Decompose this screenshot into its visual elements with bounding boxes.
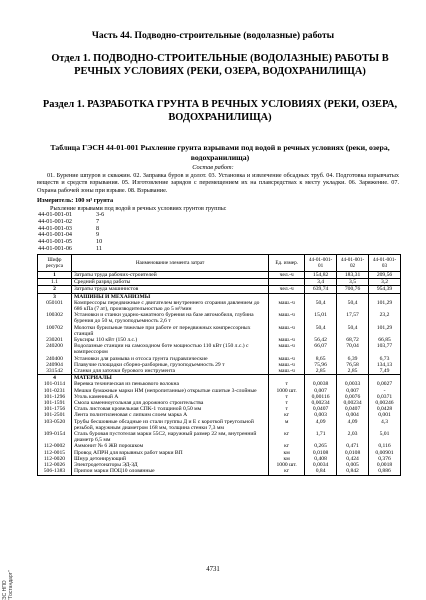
value-cell: 50,4 (337, 300, 369, 312)
table-row (38, 279, 401, 286)
resource-name-cell: Аммонит № 6 ЖВ порошком (71, 443, 268, 449)
unit-cell: маш.-ч (269, 337, 305, 343)
unit-cell (269, 375, 305, 382)
resource-code-cell: 112-0015 (38, 450, 72, 456)
header-cell: 44-01-001-03 (369, 255, 401, 272)
table-row (38, 272, 401, 279)
value-cell: 0,00116 (305, 394, 337, 400)
unit-cell: т (269, 406, 305, 412)
table-row (38, 388, 401, 394)
value-cell: - (369, 388, 401, 394)
resource-name-cell: Установки для размыва и отсоса грунта гидравлические (71, 356, 268, 362)
unit-cell (269, 293, 305, 300)
resource-name-cell: Установки и станки ударно-канатного бурения на базе автомобиля, глубина бурения до 50 м, грузоподъемность 2,6 т (71, 312, 268, 324)
unit-cell: т (269, 394, 305, 400)
value-cell: 1,71 (305, 431, 337, 443)
unit-cell: маш.-ч (269, 356, 305, 362)
resource-code-cell: 050101 (38, 300, 72, 312)
value-cell: 0,0027 (369, 381, 401, 387)
value-cell: 0,0108 (305, 450, 337, 456)
resource-code-cell: 240200 (38, 343, 72, 355)
resource-code-cell: 1 (38, 272, 72, 279)
resource-name-cell: Средний разряд работы (71, 279, 268, 286)
value-cell (369, 375, 401, 382)
works-text: 01. Бурение шпуров и скважин. 02. Заправка буров и долот. 03. Установка и извлечение обсадных труб. 04. Подготовка взрывчатых веществ и средств взрывания. 05. Изготовление зарядов с перемещением их на плавсредствах к месту укладки. 06. Заряжение. 07. Охрана рабочей зоны при взрыве. 08. Взрывание. (37, 172, 399, 194)
value-cell: 0,004 (337, 412, 369, 418)
resource-code-cell: 101-1756 (38, 406, 72, 412)
resource-name-cell: Буксиры 110 кВт (150 л.с.) (71, 337, 268, 343)
resource-name-cell: Сталь листовая кровельная СПК-1 толщиной 0,50 мм (71, 406, 268, 412)
part-heading: Часть 44. Подводно-строительные (водолазные) работы (91, 30, 335, 41)
resource-name-cell: Затраты труда рабочих-строителей (71, 272, 268, 279)
value-cell: 0,0371 (369, 394, 401, 400)
code-value: 44-01-001-06 (38, 244, 73, 252)
resource-table (37, 254, 401, 476)
value-cell: 0,265 (305, 443, 337, 449)
value-cell: 3,4 (305, 279, 337, 286)
value-cell: 0,0407 (305, 406, 337, 412)
value-cell: 5,01 (369, 431, 401, 443)
razdel-title: Раздел 1. РАЗРАБОТКА ГРУНТА В РЕЧНЫХ УСЛОВИЯХ (РЕКИ, ОЗЕРА, ВОДОХРАНИЛИЩА) (42, 99, 398, 123)
unit-cell: км (269, 456, 305, 462)
unit-cell: маш.-ч (269, 325, 305, 337)
resource-name-cell: Затраты труда машинистов (71, 286, 268, 293)
unit-cell: маш.-ч (269, 312, 305, 324)
code-group: 11 (96, 244, 102, 252)
unit-cell: кг (269, 412, 305, 418)
unit-cell: чел.-ч (269, 286, 305, 293)
header-cell: Ед. измер. (269, 255, 305, 272)
izmeritel-value: 100 м³ грунта (74, 197, 114, 204)
unit-cell: маш.-ч (269, 343, 305, 355)
value-cell: 6,39 (337, 356, 369, 362)
value-cell: 0,376 (369, 456, 401, 462)
resource-code-cell: 112-0020 (38, 456, 72, 462)
value-cell: 0,00234 (337, 400, 369, 406)
value-cell: 15,01 (305, 312, 337, 324)
header-cell: 44-01-001-02 (337, 255, 369, 272)
codes-subtitle: Рыхление взрывами под водой в речных условиях грунтов группы: (50, 205, 227, 212)
value-cell: 0,00234 (305, 400, 337, 406)
table-row (38, 431, 401, 443)
value-cell: 0,842 (337, 468, 369, 475)
table-row (38, 468, 401, 475)
resource-code-cell: 3 (38, 293, 72, 300)
value-cell (305, 293, 337, 300)
value-cell: 50,4 (305, 325, 337, 337)
code-value: 44-01-001-05 (38, 238, 73, 246)
resource-name-cell: Компрессоры передвижные с двигателем внутреннего сгорания давлением до 686 кПа (7 ат), производительностью до 5 м³/мин (71, 300, 268, 312)
resource-code-cell: 112-0026 (38, 462, 72, 468)
unit-cell (269, 279, 305, 286)
resource-name-cell: Лента полиэтиленовая с липким слоем марка А (71, 412, 268, 418)
resource-code-cell: 240904 (38, 362, 72, 368)
resource-code-cell: 100302 (38, 312, 72, 324)
unit-cell: 1000 шт. (269, 388, 305, 394)
value-cell: 101,29 (369, 325, 401, 337)
resource-name-cell: Сталь буровая пустотелая марки 55С2, наружный размер 22 мм, внутренний диаметр 6,5 мм (71, 431, 268, 443)
resource-name-cell: Шнур детонирующий (71, 456, 268, 462)
resource-name-cell: Молотки бурильные тяжелые при работе от передвижных компрессорных станций (71, 325, 268, 337)
resource-code-cell: 101-1591 (38, 400, 72, 406)
value-cell: 0,007 (305, 388, 337, 394)
value-cell: 0,00246 (369, 400, 401, 406)
table-row (38, 419, 401, 431)
code-value: 44-01-001-01 (38, 211, 73, 218)
resource-name-cell: Провод АПРН для взрывных работ марки ВП (71, 450, 268, 456)
value-cell: 2,85 (305, 368, 337, 375)
unit-cell: м (269, 419, 305, 431)
table-row (38, 312, 401, 324)
resource-code-cell: 101-0114 (38, 381, 72, 387)
code-group: 10 (96, 238, 103, 246)
value-cell: 134,13 (369, 362, 401, 368)
value-cell: 639,74 (305, 286, 337, 293)
value-cell: 0,007 (337, 388, 369, 394)
header-cell: Наименование элемента затрат (71, 255, 268, 272)
value-cell: 0,0018 (369, 462, 401, 468)
code-group: 7 (96, 217, 100, 225)
value-cell: 4,3 (369, 419, 401, 431)
resource-name-cell: Смола каменноугольная для дорожного строительства (71, 400, 268, 406)
resource-name-cell: Трубы бесшовные обсадные из стали группы Д и Е с короткой треугольной резьбой, наружным диаметром 168 мм, толщина стенки 7,3 мм (71, 419, 268, 431)
resource-code-cell: 100702 (38, 325, 72, 337)
code-group: 8 (96, 224, 100, 232)
value-cell: 154,82 (305, 272, 337, 279)
value-cell: 0,003 (305, 412, 337, 418)
value-cell: 700,76 (337, 286, 369, 293)
value-cell: 6,73 (369, 356, 401, 362)
izmeritel-label: Измеритель: (37, 197, 74, 204)
otdel-title: Отдел 1. ПОДВОДНО-СТРОИТЕЛЬНЫЕ (ВОДОЛАЗНЫЕ) РАБОТЫ В РЕЧНЫХ УСЛОВИЯХ (РЕКИ, ОЗЕРА, ВОДОХРАНИЛИЩА) (51, 53, 389, 77)
code-row (38, 246, 104, 253)
value-cell: 0,0038 (305, 381, 337, 387)
value-cell: 3,2 (369, 279, 401, 286)
value-cell: 76,58 (337, 362, 369, 368)
table-row (38, 300, 401, 312)
value-cell: 103,77 (369, 343, 401, 355)
value-cell: 3,5 (337, 279, 369, 286)
code-group: 9 (96, 231, 100, 239)
sostav-label: Состав работ: (192, 164, 234, 171)
table-row (38, 293, 401, 300)
header-cell: Шифр ресурса (38, 255, 72, 272)
value-cell: 17,57 (337, 312, 369, 324)
value-cell: 0,0076 (337, 394, 369, 400)
value-cell: 954,39 (369, 286, 401, 293)
code-value: 44-01-001-04 (38, 231, 73, 239)
resource-code-cell: 331542 (38, 368, 72, 375)
table-row (38, 368, 401, 375)
unit-cell: т (269, 381, 305, 387)
unit-cell: кг (269, 468, 305, 475)
code-group: 3-6 (96, 211, 105, 218)
table-row (38, 286, 401, 293)
unit-cell: 1000 шт. (269, 462, 305, 468)
resource-code-cell: 230201 (38, 337, 72, 343)
value-cell: 0,0033 (337, 381, 369, 387)
resource-code-cell: 103-0520 (38, 419, 72, 431)
resource-code-cell: 101-2501 (38, 412, 72, 418)
value-cell: 0,0034 (305, 462, 337, 468)
page-number: 4731 (206, 566, 220, 573)
header-cell: 44-01-001-01 (305, 255, 337, 272)
value-cell: 0,116 (369, 443, 401, 449)
resource-name-cell: Плавучие площадки сборно-разборные, грузоподъемность 29 т (71, 362, 268, 368)
value-cell: 50,4 (337, 325, 369, 337)
value-cell: 0,471 (337, 443, 369, 449)
resource-name-cell: Мешки бумажные марки НМ (непропитанные) открытые сшитые 3-слойные (71, 388, 268, 394)
value-cell (337, 375, 369, 382)
resource-name-cell: Припои марки ПОЦ10 оловянные (71, 468, 268, 475)
table-row (38, 343, 401, 355)
izmeritel (37, 197, 113, 204)
value-cell: 0,424 (337, 456, 369, 462)
unit-cell: чел.-ч (269, 272, 305, 279)
value-cell: 0,00901 (369, 450, 401, 456)
value-cell: 0,005 (337, 462, 369, 468)
codes-list (38, 212, 104, 253)
value-cell (305, 375, 337, 382)
resource-name-cell: Веревка техническая из пенькового волокна (71, 381, 268, 387)
sidebar-watermark: ЭС НПО "Гостандарт" (2, 570, 14, 600)
value-cell: 4,09 (305, 419, 337, 431)
resource-code-cell: 112-0002 (38, 443, 72, 449)
value-cell: 4,09 (337, 419, 369, 431)
resource-code-cell: 101-0231 (38, 388, 72, 394)
resource-name-cell: Уголь каменный А (71, 394, 268, 400)
resource-code-cell: 1.1 (38, 279, 72, 286)
unit-cell: кг (269, 431, 305, 443)
value-cell: 0,408 (305, 456, 337, 462)
value-cell: 0,001 (369, 412, 401, 418)
unit-cell: маш.-ч (269, 368, 305, 375)
value-cell: 209,56 (369, 272, 401, 279)
unit-cell: маш.-ч (269, 362, 305, 368)
value-cell: 50,4 (305, 300, 337, 312)
value-cell: 23,2 (369, 312, 401, 324)
value-cell: 0,0108 (337, 450, 369, 456)
unit-cell: км (269, 450, 305, 456)
table-row (38, 375, 401, 382)
value-cell: 0,0407 (337, 406, 369, 412)
value-cell: 0,84 (305, 468, 337, 475)
value-cell: 70,04 (337, 343, 369, 355)
value-cell: 0,886 (369, 468, 401, 475)
code-value: 44-01-001-02 (38, 217, 73, 225)
resource-code-cell: 240400 (38, 356, 72, 362)
resource-name-cell: МАШИНЫ И МЕХАНИЗМЫ (71, 293, 268, 300)
resource-code-cell: 2 (38, 286, 72, 293)
value-cell: 66,85 (369, 337, 401, 343)
resource-code-cell: 4 (38, 375, 72, 382)
value-cell (369, 293, 401, 300)
value-cell: 0,0428 (369, 406, 401, 412)
value-cell: 66,07 (305, 343, 337, 355)
resource-name-cell: МАТЕРИАЛЫ (71, 375, 268, 382)
value-cell: 2,03 (337, 431, 369, 443)
resource-code-cell: 101-1296 (38, 394, 72, 400)
table-header-row (38, 255, 401, 272)
table-title: Таблица ГЭСН 44-01-001 Рыхление грунта взрывами под водой в речных условиях (реки, озера, водохранилища) (50, 143, 390, 162)
unit-cell: маш.-ч (269, 300, 305, 312)
value-cell: 101,29 (369, 300, 401, 312)
value-cell: 183,31 (337, 272, 369, 279)
value-cell: 2,85 (337, 368, 369, 375)
value-cell: 68,72 (337, 337, 369, 343)
resource-name-cell: Электродетонаторы ЭД-ЗД (71, 462, 268, 468)
unit-cell: т (269, 400, 305, 406)
value-cell: 56,42 (305, 337, 337, 343)
value-cell: 7,49 (369, 368, 401, 375)
value-cell (337, 293, 369, 300)
resource-code-cell: 506-1383 (38, 468, 72, 475)
resource-name-cell: Станки для заточки бурового инструмента (71, 368, 268, 375)
resource-code-cell: 109-0154 (38, 431, 72, 443)
value-cell: 75,96 (305, 362, 337, 368)
resource-name-cell: Водолазные станции на самоходном боте мощностью 110 кВт (150 л.с.) с компрессором (71, 343, 268, 355)
unit-cell: кг (269, 443, 305, 449)
code-value: 44-01-001-03 (38, 224, 73, 232)
table-row (38, 325, 401, 337)
value-cell: 8,65 (305, 356, 337, 362)
